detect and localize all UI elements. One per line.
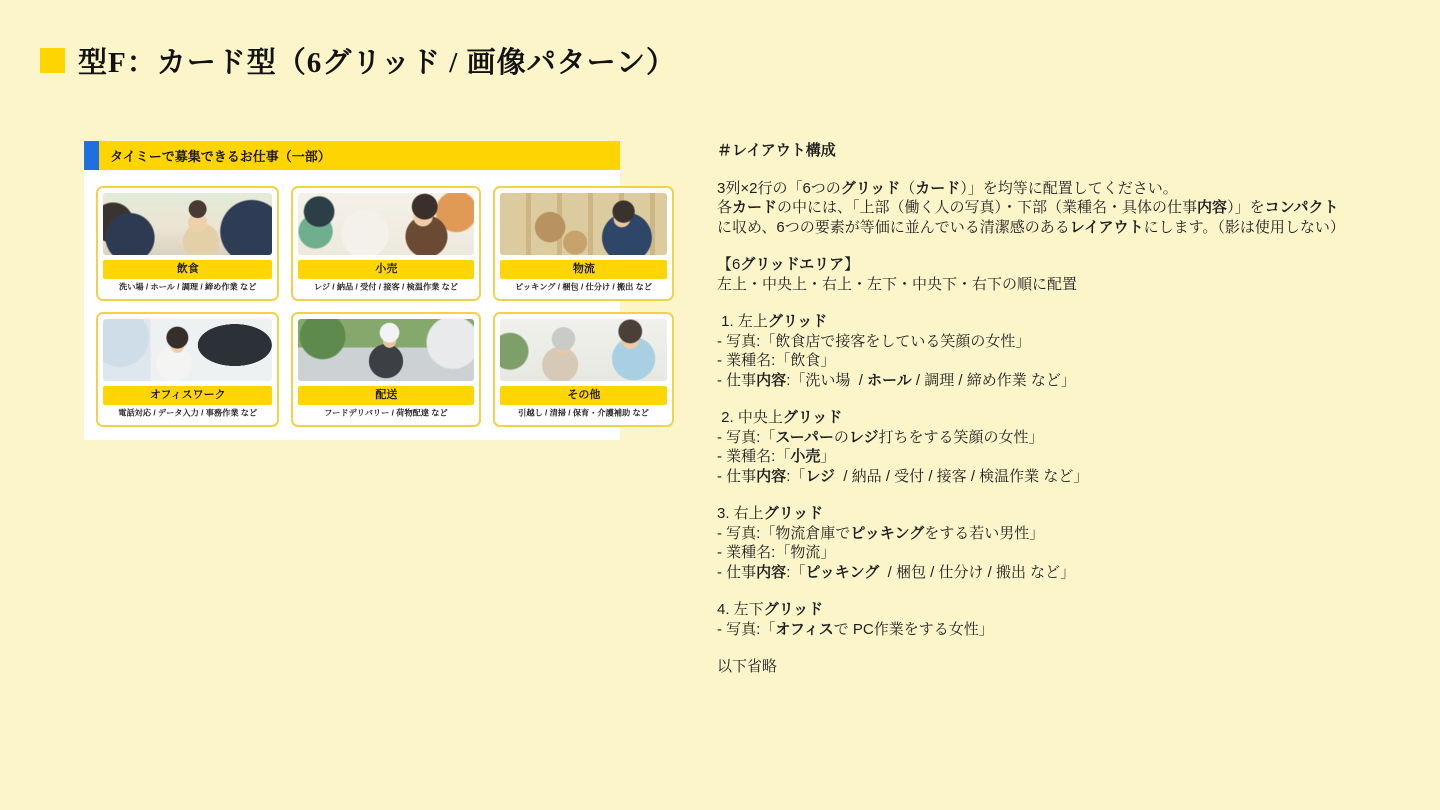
spec-line: - 写真:「物流倉庫でピッキングをする若い男性」 bbox=[717, 524, 1045, 542]
spec-line: - 仕事内容:「ピッキング / 梱包 / 仕分け / 搬出 など」 bbox=[717, 563, 1076, 581]
spec-block-grid-3 bbox=[717, 504, 1349, 582]
delivery-helmet-man-photo bbox=[298, 319, 474, 381]
spec-line: - 仕事内容:「レジ / 納品 / 受付 / 接客 / 検温作業 など」 bbox=[717, 467, 1089, 485]
mockup-header-title: タイミーで募集できるお仕事（一部） bbox=[99, 141, 620, 170]
spec-block-grid-4 bbox=[717, 600, 1349, 639]
card-logistics bbox=[493, 186, 674, 301]
page-title: 型F：カード型（6グリッド / 画像パターン） bbox=[78, 47, 677, 79]
card-caption: ピッキング / 梱包 / 仕分け / 搬出 など bbox=[515, 283, 653, 293]
card-food bbox=[96, 186, 279, 301]
card-caption: レジ / 納品 / 受付 / 接客 / 検温作業 など bbox=[314, 283, 459, 293]
card-label-badge: その他 bbox=[500, 386, 667, 405]
card-delivery bbox=[291, 312, 481, 427]
card-caption: 洗い場 / ホール / 調理 / 締め作業 など bbox=[119, 283, 257, 293]
card-label-badge: オフィスワーク bbox=[103, 386, 272, 405]
spec-line: 3. 右上グリッド bbox=[717, 505, 824, 522]
slide-title-row bbox=[40, 40, 676, 81]
spec-line: - 写真:「オフィスで PC作業をする女性」 bbox=[717, 620, 994, 638]
card-office-work bbox=[96, 312, 279, 427]
spec-block-intro bbox=[717, 179, 1349, 238]
card-caption: フードデリバリー / 荷物配達 など bbox=[324, 409, 449, 419]
spec-block-grid-1 bbox=[717, 312, 1349, 390]
spec-line: - 仕事内容:「洗い場 / ホール / 調理 / 締め作業 など」 bbox=[717, 371, 1076, 389]
spec-line: - 写真:「飲食店で接客をしている笑顔の女性」 bbox=[717, 332, 1031, 350]
card-caption: 電話対応 / データ入力 / 事務作業 など bbox=[118, 409, 258, 419]
card-retail bbox=[291, 186, 481, 301]
spec-block-grid-2 bbox=[717, 408, 1349, 486]
card-caption: 引越し / 清掃 / 保育・介護補助 など bbox=[518, 409, 650, 419]
mockup-header bbox=[84, 141, 620, 170]
elderly-care-support-photo bbox=[500, 319, 667, 381]
title-bullet-square bbox=[40, 48, 65, 73]
spec-line: 2. 中央上グリッド bbox=[717, 409, 843, 426]
layout-spec-text bbox=[717, 141, 1349, 695]
warehouse-picking-man-photo bbox=[500, 193, 667, 255]
spec-heading: ＃レイアウト構成 bbox=[717, 142, 836, 159]
spec-line: 各カードの中には、「上部（働く人の写真）・下部（業種名・具体の仕事内容）」をコンパクトに収め、6つの要素が等価に並んでいる清潔感のあるレイアウトにします。（影は使用しない） bbox=[717, 199, 1345, 236]
card-grid-mockup bbox=[84, 141, 653, 440]
spec-block-grid-area bbox=[717, 255, 1349, 294]
card-label-badge: 物流 bbox=[500, 260, 667, 279]
spec-line: - 業種名:「小売」 bbox=[717, 448, 836, 465]
spec-line: 3列×2行の「6つのグリッド（カード）」を均等に配置してください。 bbox=[717, 179, 1178, 197]
card-other bbox=[493, 312, 674, 427]
spec-block-omitted bbox=[717, 657, 1349, 677]
spec-line: 以下省略 bbox=[717, 658, 778, 675]
spec-line: - 写真:「スーパーのレジ打ちをする笑顔の女性」 bbox=[717, 428, 1044, 446]
spec-line: 【6グリッドエリア】 bbox=[717, 256, 860, 273]
card-label-badge: 配送 bbox=[298, 386, 474, 405]
office-pc-woman-photo bbox=[103, 319, 272, 381]
spec-line: - 業種名:「飲食」 bbox=[717, 352, 836, 369]
blue-accent-block bbox=[84, 141, 99, 170]
spec-line: 4. 左下グリッド bbox=[717, 601, 824, 618]
restaurant-smiling-waitress-photo bbox=[103, 193, 272, 255]
spec-line: 左上・中央上・右上・左下・中央下・右下の順に配置 bbox=[717, 275, 1078, 293]
card-label-badge: 小売 bbox=[298, 260, 474, 279]
spec-line: - 業種名:「物流」 bbox=[717, 544, 836, 561]
supermarket-cashier-woman-photo bbox=[298, 193, 474, 255]
spec-line: 1. 左上グリッド bbox=[717, 313, 828, 330]
card-grid bbox=[84, 170, 653, 440]
card-label-badge: 飲食 bbox=[103, 260, 272, 279]
